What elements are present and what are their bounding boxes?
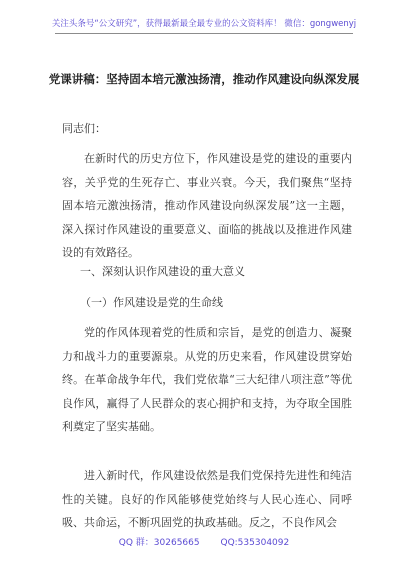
section-heading: 一、深刻认识作风建设的重大意义 (80, 265, 245, 278)
subsection-heading: （一）作风建设是党的生命线 (80, 296, 223, 309)
paragraph-body-continued: 进入新时代，作风建设依然是我们党保持先进性和纯洁性的关键。良好的作风能够使党始终与人民心连心、同呼吸、共命运，不断巩固党的执政基础。反之，不良作风会 (62, 469, 352, 529)
paragraph-body: 党的作风体现着党的性质和宗旨，是党的创造力、凝聚力和战斗力的重要源泉。从党的历史来看，作风建设贯穿始终。在革命战争年代，我们党依靠“三大纪律八项注意”等优良作风，赢得了人民群众的衷心拥护和支持，为夺取全国胜利奠定了坚实基础。 (62, 326, 352, 433)
document-title: 党课讲稿：坚持固本培元激浊扬清，推动作风建设向纵深发展 (48, 72, 360, 86)
header-divider (55, 33, 353, 34)
footer-qq: QQ:535304092 (220, 538, 290, 548)
footer (0, 535, 408, 548)
greeting: 同志们： (62, 122, 106, 135)
paragraph-intro: 在新时代的历史方位下，作风建设是党的建设的重要内容，关乎党的生死存亡、事业兴衰。今天，我们聚焦“坚持固本培元激浊扬清，推动作风建设向纵深发展”这一主题，深入探讨作风建设的重要意义、面临的挑战以及推进作风建设的有效路径。 (62, 152, 352, 259)
header-banner: 关注头条号“公文研究”，获得最新最全最专业的公文资料库！ 微信：gongwenyj (51, 19, 357, 29)
footer-qq-group: QQ 群：30265665 (118, 538, 200, 548)
